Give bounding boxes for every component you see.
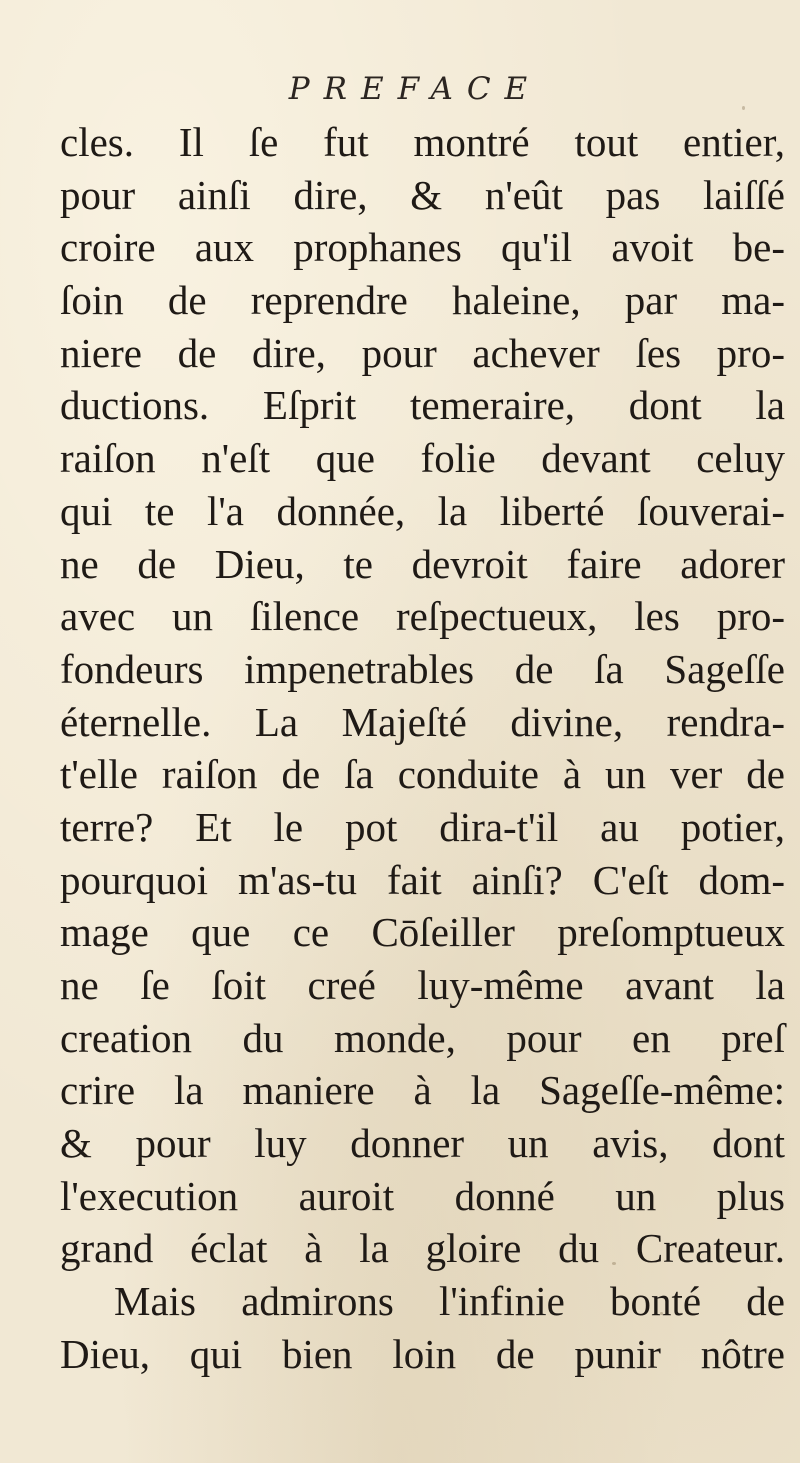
running-head: PREFACE: [288, 71, 542, 107]
text-line: avec un ſilence reſpectueux, les pro-: [60, 593, 785, 640]
paper-speck: [612, 1262, 616, 1265]
text-line: éternelle. La Majeſté divine, rendra-: [60, 698, 785, 745]
text-line: t'elle raiſon de ſa conduite à un ver de: [60, 751, 785, 798]
text-line: ductions. Eſprit temeraire, dont la: [60, 382, 785, 429]
text-line: qui te l'a donnée, la liberté ſouverai-: [60, 487, 785, 534]
text-line: creation du monde, pour en preſ: [60, 1014, 785, 1061]
text-line: pour ainſi dire, & n'eût pas laiſſé: [60, 171, 785, 218]
text-line: fondeurs impenetrables de ſa Sageſſe: [60, 645, 785, 692]
text-line: raiſon n'eſt que folie devant celuy: [60, 435, 785, 482]
text-line: l'execution auroit donné un plus: [60, 1172, 785, 1219]
text-line: croire aux prophanes qu'il avoit be-: [60, 224, 785, 271]
text-line: terre? Et le pot dira-t'il au potier,: [60, 803, 785, 850]
text-line: mage que ce Cōſeiller preſomptueux: [60, 909, 785, 956]
paper-speck: [660, 1312, 663, 1315]
text-line: cles. Il ſe fut montré tout entier,: [60, 119, 785, 165]
text-line: ne ſe ſoit creé luy-même avant la: [60, 962, 785, 1008]
body-text: [60, 116, 785, 1381]
text-line: & pour luy donner un avis, dont: [60, 1120, 785, 1167]
text-line: pourquoi m'as-tu fait ainſi? C'eſt dom-: [60, 856, 785, 903]
text-line: Mais admirons l'infinie bonté de: [114, 1278, 785, 1325]
paper-speck: [742, 106, 745, 110]
text-line: Dieu, qui bien loin de punir nôtre: [60, 1330, 785, 1377]
text-line: crire la maniere à la Sageſſe-même:: [60, 1067, 785, 1114]
text-line: grand éclat à la gloire du Createur.: [60, 1225, 785, 1272]
text-line: niere de dire, pour achever ſes pro-: [60, 329, 785, 376]
text-line: ſoin de reprendre haleine, par ma-: [60, 277, 785, 324]
text-line: ne de Dieu, te devroit faire adorer: [60, 540, 785, 587]
